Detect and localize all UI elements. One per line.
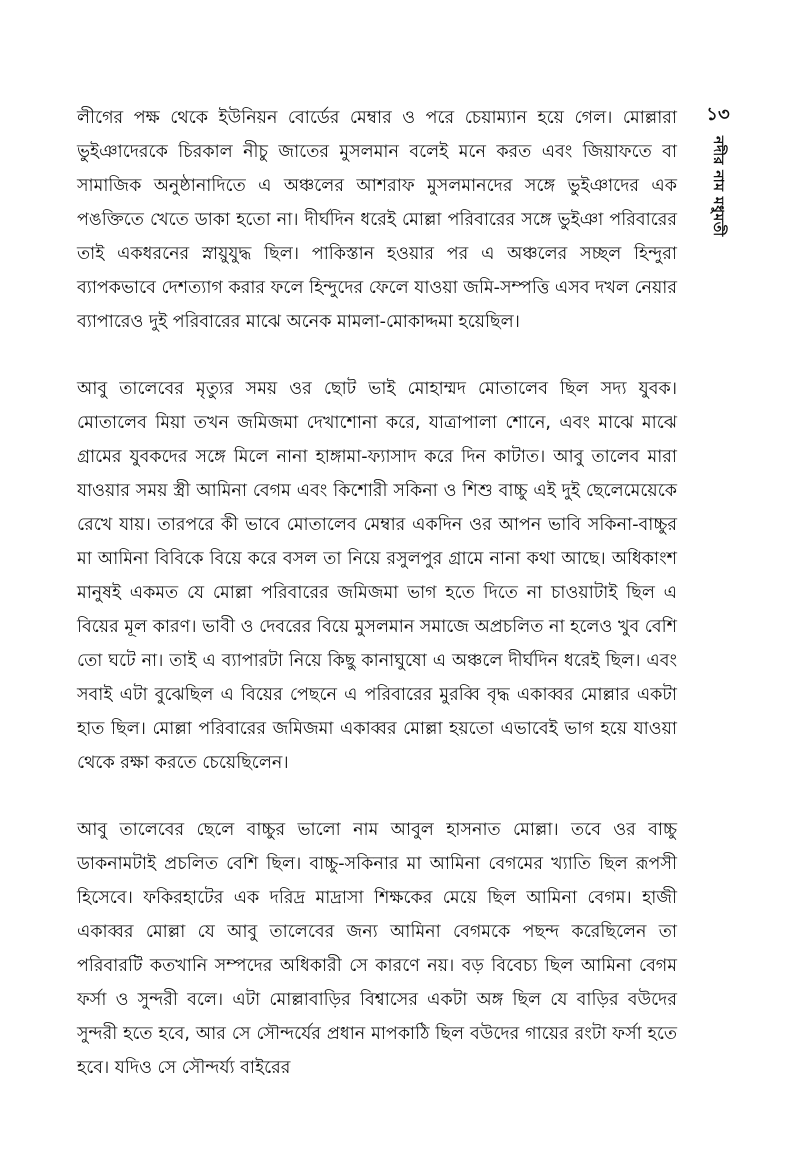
running-title: নদীর নাম মধুমতী [710,136,726,237]
paragraph-3: আবু তালেবের ছেলে বাচ্চুর ভালো নাম আবুল হাসনাত মোল্লা। তবে ওর বাচ্চু ডাকনামটাই প্রচলিত বেশি ছিল। বাচ্চু-সকিনার মা আমিনা বেগমের খ্যাতি ছিল রূপসী হিসেবে। ফকিরহাটের এক দরিদ্র মাদ্রাসা শিক্ষকের মেয়ে ছিল আমিনা বেগম। হাজী একাব্বর মোল্লা যে আবু তালেবের জন্য আমিনা বেগমকে পছন্দ করেছিলেন তা পরিবারটি কতখানি সম্পদের অধিকারী সে কারণে নয়। বড় বিবেচ্য ছিল আমিনা বেগম ফর্সা ও সুন্দরী বলে। এটা মোল্লাবাড়ির বিশ্বাসের একটা অঙ্গ ছিল যে বাড়ির বউদের সুন্দরী হতে হবে, আর সে সৌন্দর্যের প্রধান মাপকাঠি ছিল বউদের গায়ের রংটা ফর্সা হতে হবে। যদিও সে সৌন্দর্য্য বাইরের [77,820,677,1078]
paragraph-1: লীগের পক্ষ থেকে ইউনিয়ন বোর্ডের মেম্বার ও পরে চেয়াম্যান হয়ে গেল। মোল্লারা ভুইঞাদেরকে চিরকাল নীচু জাতের মুসলমান বলেই মনে করত এবং জিয়াফতে বা সামাজিক অনুষ্ঠানাদিতে এ অঞ্চলের আশরাফ মুসলমানদের সঙ্গে ভুইঞাদের এক পঙক্তিতে খেতে ডাকা হতো না। দীর্ঘদিন ধরেই মোল্লা পরিবারের সঙ্গে ভুইঞা পরিবারের তাই একধরনের স্নায়ুযুদ্ধ ছিল। পাকিস্তান হওয়ার পর এ অঞ্চলের সচ্ছল হিন্দুরা ব্যাপকভাবে দেশত্যাগ করার ফলে হিন্দুদের ফেলে যাওয়া জমি-সম্পত্তি এসব দখল নেয়ার ব্যাপারেও দুই পরিবারের মাঝে অনেক মামলা-মোকাদ্দমা হয়েছিল। [77,108,677,332]
page-margin-header [700,104,736,237]
body-text [77,101,677,1085]
paragraph-2: আবু তালেবের মৃত্যুর সময় ওর ছোট ভাই মোহাম্মদ মোতালেব ছিল সদ্য যুবক। মোতালেব মিয়া তখন জমিজমা দেখাশোনা করে, যাত্রাপালা শোনে, এবং মাঝে মাঝে গ্রামের যুবকদের সঙ্গে মিলে নানা হাঙ্গামা-ফ্যাসাদ করে দিন কাটাত। আবু তালেব মারা যাওয়ার সময় স্ত্রী আমিনা বেগম এবং কিশোরী সকিনা ও শিশু বাচ্চু এই দুই ছেলেমেয়েকে রেখে যায়। তারপরে কী ভাবে মোতালেব মেম্বার একদিন ওর আপন ভাবি সকিনা-বাচ্চুর মা আমিনা বিবিকে বিয়ে করে বসল তা নিয়ে রসুলপুর গ্রামে নানা কথা আছে। অধিকাংশ মানুষই একমত যে মোল্লা পরিবারের জমিজমা ভাগ হতে দিতে না চাওয়াটাই ছিল এ বিয়ের মূল কারণ। ভাবী ও দেবরের বিয়ে মুসলমান সমাজে অপ্রচলিত না হলেও খুব বেশি তো ঘটে না। তাই এ ব্যাপারটা নিয়ে কিছু কানাঘুষো এ অঞ্চলে দীর্ঘদিন ধরেই ছিল। এবং সবাই এটা বুঝেছিল এ বিয়ের পেছনে এ পরিবারের মুরব্বি বৃদ্ধ একাব্বর মোল্লার একটা হাত ছিল। মোল্লা পরিবারের জমিজমা একাব্বর মোল্লা হয়তো এভাবেই ভাগ হয়ে যাওয়া থেকে রক্ষা করতে চেয়েছিলেন। [77,379,677,773]
page-number: ১৩ [706,104,730,125]
